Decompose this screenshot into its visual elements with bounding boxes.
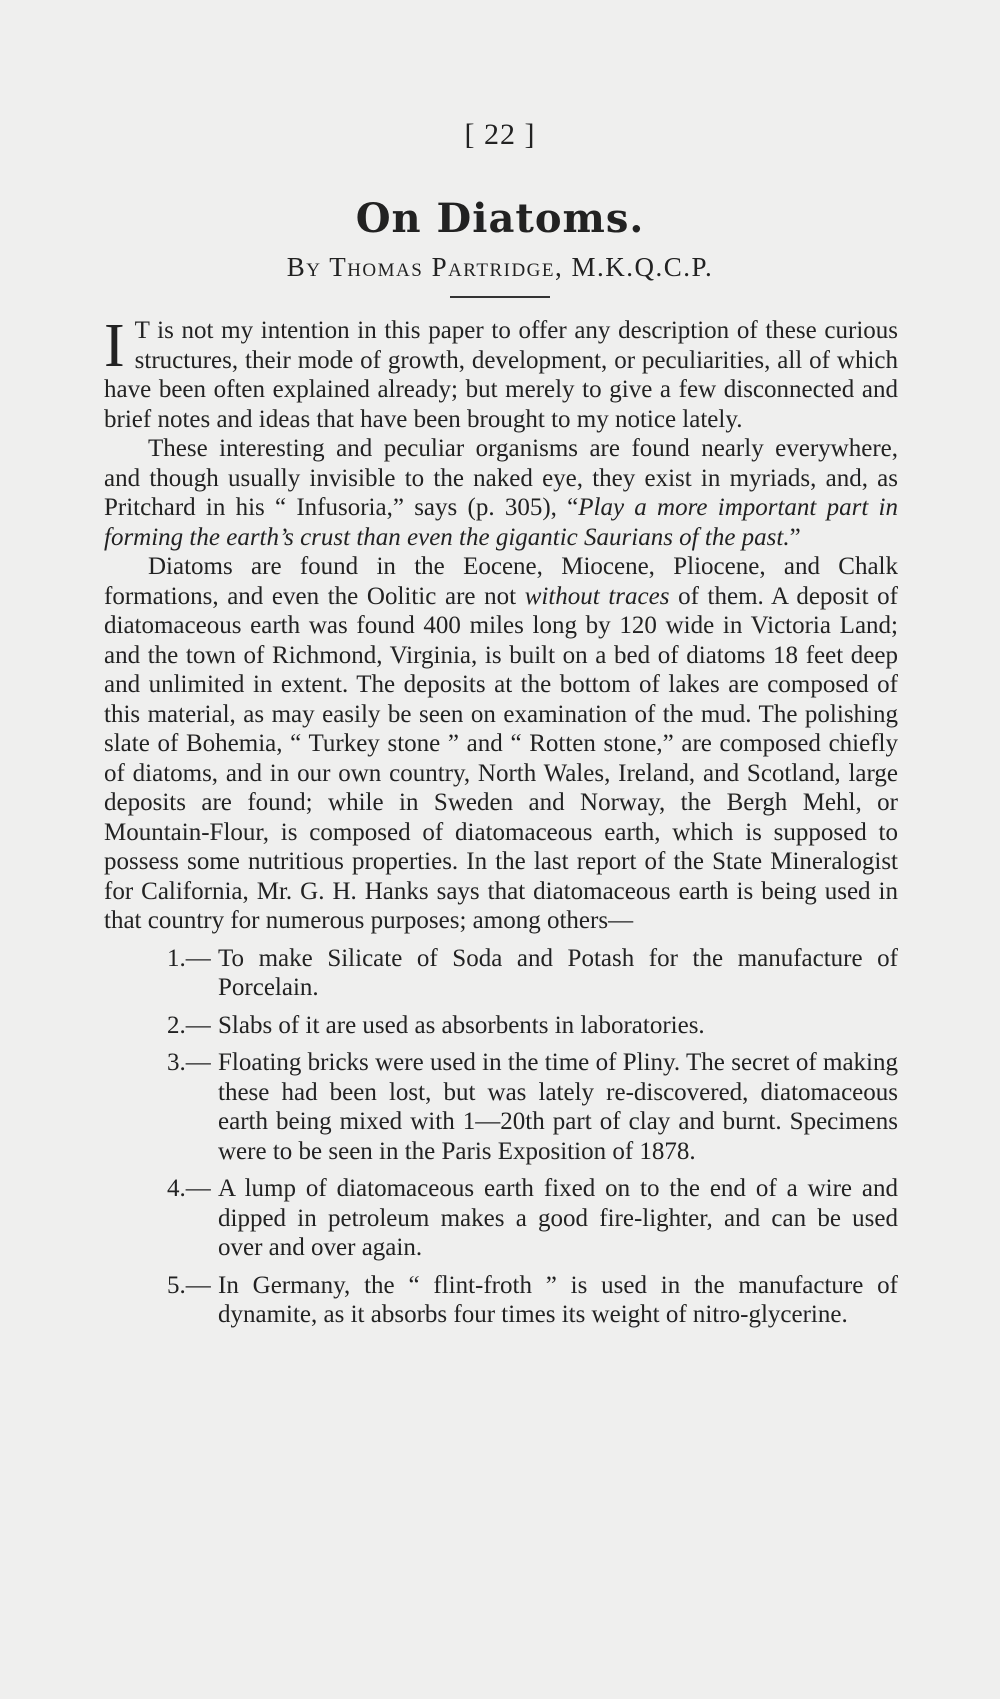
paragraph-2 bbox=[104, 434, 898, 552]
title-divider bbox=[450, 296, 550, 298]
list-item bbox=[104, 1174, 898, 1263]
article-title: On Diatoms. bbox=[355, 195, 645, 242]
article-byline: By Thomas Partridge, M.K.Q.C.P. bbox=[286, 252, 714, 282]
paragraph-2-close: ” bbox=[789, 523, 801, 551]
paragraph-2-text: These interesting and peculiar organisms are found nearly everywhere, and though usually invisible to the naked eye, they exist in myriads, and, as Pritchard in his “ Infusoria,” says (p. 305), “ bbox=[104, 435, 898, 521]
list-item-number: 3.— bbox=[167, 1049, 211, 1076]
paragraph-1 bbox=[104, 312, 898, 434]
uses-list bbox=[104, 944, 898, 1330]
list-item-text: A lump of diatomaceous earth fixed on to the end of a wire and dipped in petroleum makes a good fire-lighter, and can be used over and over again. bbox=[218, 1175, 898, 1261]
list-item-text: To make Silicate of Soda and Potash for the manufacture of Porcelain. bbox=[218, 944, 898, 1001]
list-item bbox=[104, 1048, 898, 1166]
list-item-number: 4.— bbox=[167, 1175, 211, 1202]
paragraph-3-text-b: of them. A deposit of diatomaceous earth was found 400 miles long by 120 wide in Victoria Land; and the town of Richmond, Virginia, is built on a bed of diatoms 18 feet deep and unlimited in extent. The deposits at the bottom of lakes are composed of this material, as may easily be seen on examination of the mud. The polishing slate of Bohemia, “ Turkey stone ” and “ Rotten stone,” are composed chiefly of diatoms, and in our own country, North Wales, Ireland, and Scotland, large deposits are found; while in Sweden and Norway, the Bergh Mehl, or Mountain-Flour, is composed of diatomaceous earth, which is supposed to possess some nutritious properties. In the last report of the State Mineralogist for California, Mr. G. H. Hanks says that diatomaceous earth is being used in that country for numerous purposes; among others— bbox=[104, 582, 899, 934]
list-item-text: Floating bricks were used in the time of Pliny. The secret of making these had been lost, but was lately re-discovered, diatomaceous earth being mixed with 1—20th part of clay and burnt. Specimens were to be seen in the Paris Exposition of 1878. bbox=[218, 1049, 898, 1165]
list-item-text: In Germany, the “ flint-froth ” is used in the manufacture of dynamite, as it absorbs four times its weight of nitro-glycerine. bbox=[218, 1271, 898, 1328]
paragraph-3 bbox=[104, 552, 898, 936]
list-item-number: 5.— bbox=[167, 1271, 211, 1299]
paragraph-1-text: T is not my intention in this paper to offer any description of these curious structures, their mode of growth, development, or peculiarities, all of which have been often explained already; but merely to give a few disconnected and brief notes and ideas that have been brought to my notice lately. bbox=[104, 317, 898, 433]
paragraph-3-emphasis: without traces bbox=[524, 582, 670, 610]
list-item-text: Slabs of it are used as absorbents in laboratories. bbox=[218, 1011, 705, 1039]
paragraph-3-text-a: Diatoms are found in the Eocene, Miocene, Pliocene, and Chalk formations, and even the Oolitic are not bbox=[104, 553, 898, 610]
article-body bbox=[104, 312, 899, 1338]
paragraph-2-quote: Play a more important part in forming the earth’s crust than even the gigantic Saurians of the past. bbox=[104, 494, 898, 551]
list-item-number: 1.— bbox=[167, 944, 211, 972]
list-item bbox=[104, 944, 898, 1003]
drop-cap: I bbox=[104, 312, 125, 380]
list-item-number: 2.— bbox=[167, 1011, 211, 1039]
page-number: [ 22 ] bbox=[464, 118, 536, 151]
list-item bbox=[104, 1011, 898, 1041]
list-item bbox=[104, 1271, 898, 1330]
